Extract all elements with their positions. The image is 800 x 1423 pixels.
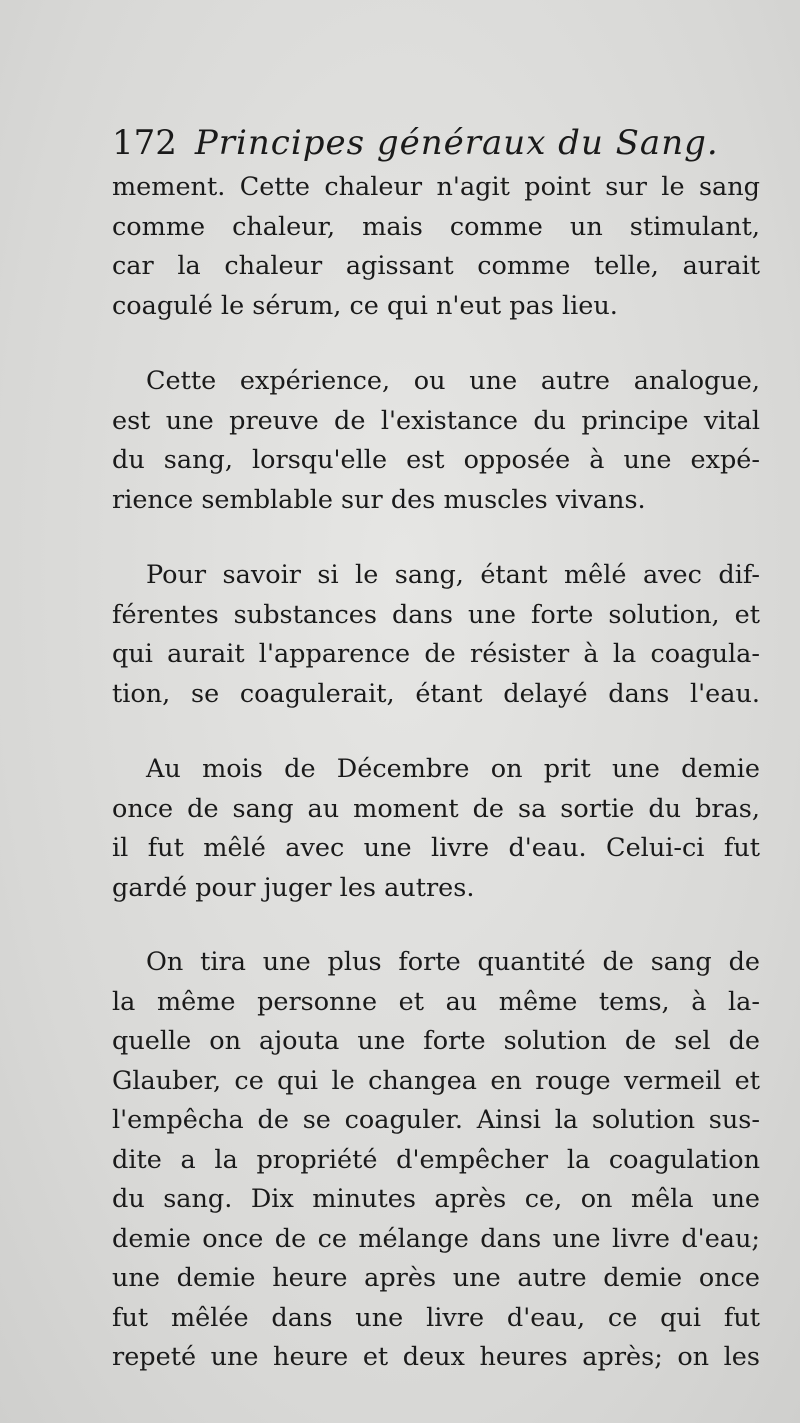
text-line: est une preuve de l'existance du principe vital	[112, 405, 760, 436]
text-line: car la chaleur agissant comme telle, aurait	[112, 251, 760, 281]
text-line: rience semblable sur des muscles vivans.	[112, 484, 646, 515]
text-line: coagulé le sérum, ce qui n'eut pas lieu.	[112, 290, 618, 321]
text-line: du sang. Dix minutes après ce, on mêla une	[112, 1184, 760, 1214]
text-line: Pour savoir si le sang, étant mêlé avec dif-	[146, 560, 760, 590]
paragraph-2	[112, 362, 760, 520]
text-line: Cette expérience, ou une autre analogue,	[146, 366, 760, 396]
paragraph-5	[112, 943, 760, 1378]
text-line: quelle on ajouta une forte solution de sel de	[112, 1026, 760, 1056]
text-line: demie once de ce mélange dans une livre d'eau;	[112, 1223, 760, 1254]
running-title: Principes généraux du Sang.	[194, 123, 719, 163]
text-line: comme chaleur, mais comme un stimulant,	[112, 211, 760, 242]
paragraph-1	[112, 168, 760, 326]
text-line: Au mois de Décembre on prit une demie	[146, 754, 760, 784]
text-line: gardé pour juger les autres.	[112, 872, 475, 903]
text-line: il fut mêlé avec une livre d'eau. Celui-ci fut	[112, 833, 760, 863]
text-line: Glauber, ce qui le changea en rouge vermeil et	[112, 1065, 760, 1096]
text-line: l'empêcha de se coaguler. Ainsi la solution sus-	[112, 1105, 760, 1135]
text-line: qui aurait l'apparence de résister à la coagula-	[112, 639, 760, 669]
text-line: tion, se coagulerait, étant delayé dans l'eau.	[112, 678, 760, 709]
text-line: repeté une heure et deux heures après; on les	[112, 1342, 760, 1372]
text-line: fut mêlée dans une livre d'eau, ce qui fut	[112, 1302, 760, 1333]
text-line: mement. Cette chaleur n'agit point sur le sang	[112, 172, 760, 202]
running-header	[112, 118, 719, 168]
paragraph-4	[112, 750, 760, 908]
paragraph-3	[112, 556, 760, 714]
text-line: la même personne et au même tems, à la-	[112, 986, 760, 1017]
text-line: du sang, lorsqu'elle est opposée à une expé-	[112, 445, 760, 475]
page-number: 172	[112, 123, 177, 163]
text-line: une demie heure après une autre demie once	[112, 1263, 760, 1293]
text-line: On tira une plus forte quantité de sang de	[146, 947, 760, 977]
text-line: férentes substances dans une forte solution, et	[112, 599, 760, 630]
text-line: dite a la propriété d'empêcher la coagulation	[112, 1144, 760, 1175]
text-line: once de sang au moment de sa sortie du bras,	[112, 793, 760, 824]
